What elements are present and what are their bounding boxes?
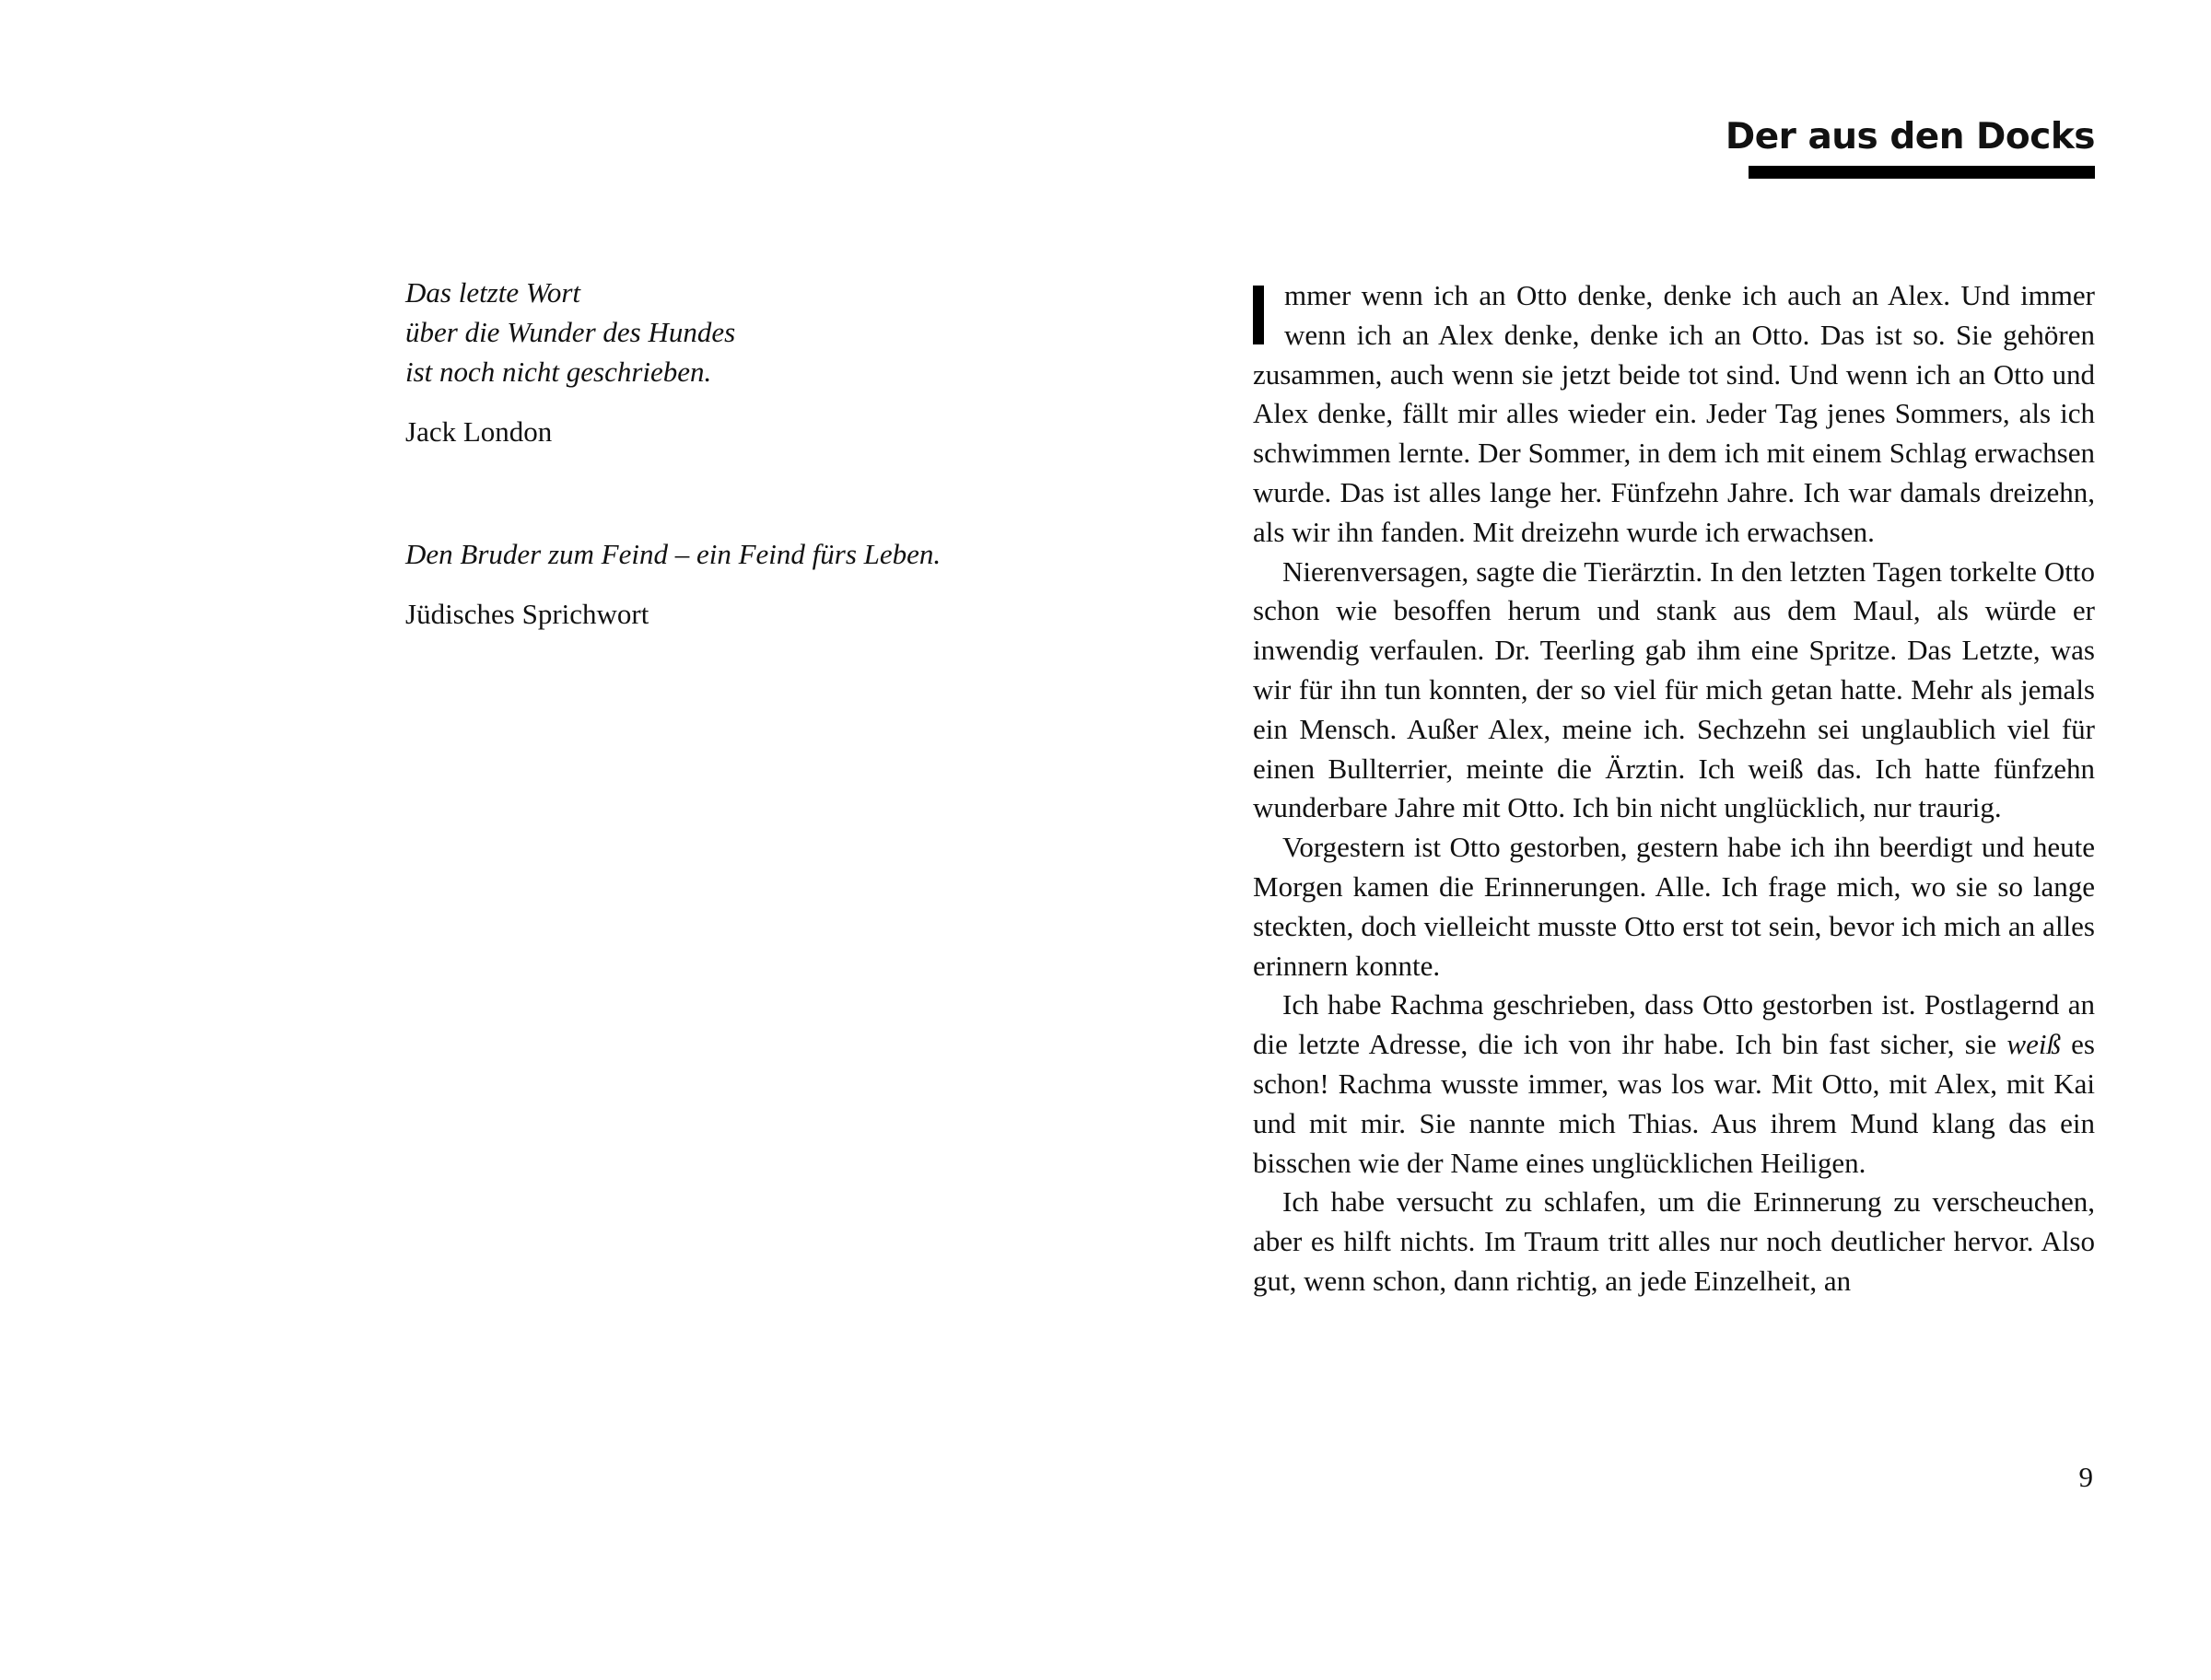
paragraph: Nierenversagen, sagte die Tierärztin. In den letzten Tagen torkelte Otto schon wie besoffen herum und stank aus dem Maul, als würde er inwendig verfaulen. Dr. Teerling gab ihm eine Spritze. Das Letzte, was wir für ihn tun konnten, der so viel für mich getan hatte. Mehr als jemals ein Mensch. Außer Alex, meine ich. Sechzehn sei unglaublich viel für einen Bullterrier, meinte die Ärztin. Ich weiß das. Ich hatte fünfzehn wunderbare Jahre mit Otto. Ich bin nicht unglücklich, nur traurig. [1253, 554, 2095, 824]
paragraph [1253, 276, 2095, 553]
epigraph-quote-line: Den Bruder zum Feind – ein Feind fürs Leben. [405, 538, 942, 570]
right-page-chapter [1253, 0, 2095, 1680]
paragraph-text: es schon! Rachma wusste immer, was los war. Mit Otto, mit Alex, mit Kai und mit mir. Sie nannte mich Thias. Aus ihrem Mund klang das ein bisschen wie der Name eines unglücklichen Heiligen. [1253, 1028, 2095, 1179]
dropcap [1253, 286, 1264, 344]
epigraph-source: Jack London [405, 415, 553, 448]
page-number: 9 [2078, 1461, 2093, 1493]
epigraph-quote-line: über die Wunder des Hundes [405, 316, 736, 348]
epigraph-source: Jüdisches Sprichwort [405, 598, 649, 630]
emphasized-word: weiß [2006, 1028, 2061, 1061]
chapter-header [1726, 114, 2095, 179]
paragraph-text: mmer wenn ich an Otto denke, denke ich auch an Alex. Und immer wenn ich an Alex denke, denke ich an Otto. Das ist so. Sie gehören zusammen, auch wenn sie jetzt beide tot sind. Und wenn ich an Otto und Alex denke, fällt mir alles wieder ein. Jeder Tag jenes Sommers, als ich schwimmen lernte. Der Sommer, in dem ich mit einem Schlag erwachsen wurde. Das ist alles lange her. Fünfzehn Jahre. Ich war damals dreizehn, als wir ihn fanden. Mit dreizehn wurde ich erwachsen. [1253, 279, 2095, 548]
epigraph-quote [405, 534, 1106, 574]
epigraph-quote-line: ist noch nicht geschrieben. [405, 356, 712, 388]
paragraph: Ich habe versucht zu schlafen, um die Erinnerung zu verscheuchen, aber es hilft nichts. Im Traum tritt alles nur noch deutlicher hervor. Also gut, wenn schon, dann richtig, an jede Einzelheit, an [1253, 1185, 2095, 1297]
epigraph-quote [405, 273, 1106, 391]
paragraph-text: Ich habe Rachma geschrieben, dass Otto gestorben ist. Postlagernd an die letzte Adresse, die ich von ihr habe. Ich bin fast sicher, sie [1253, 988, 2095, 1061]
chapter-body [1253, 276, 2095, 1301]
epigraph-proverb [405, 534, 1106, 634]
paragraph [1253, 986, 2095, 1183]
epigraph-quote-line: Das letzte Wort [405, 276, 581, 309]
left-page-epigraphs [405, 273, 1106, 634]
chapter-title: Der aus den Docks [1725, 116, 2095, 158]
epigraph-jack-london [405, 273, 1106, 451]
chapter-title-rule [1749, 166, 2095, 179]
paragraph: Vorgestern ist Otto gestorben, gestern habe ich ihn beerdigt und heute Morgen kamen die Erinnerungen. Alle. Ich frage mich, wo sie so lange steckten, doch vielleicht musste Otto erst tot sein, bevor ich mich an alles erinnern konnte. [1253, 831, 2095, 982]
